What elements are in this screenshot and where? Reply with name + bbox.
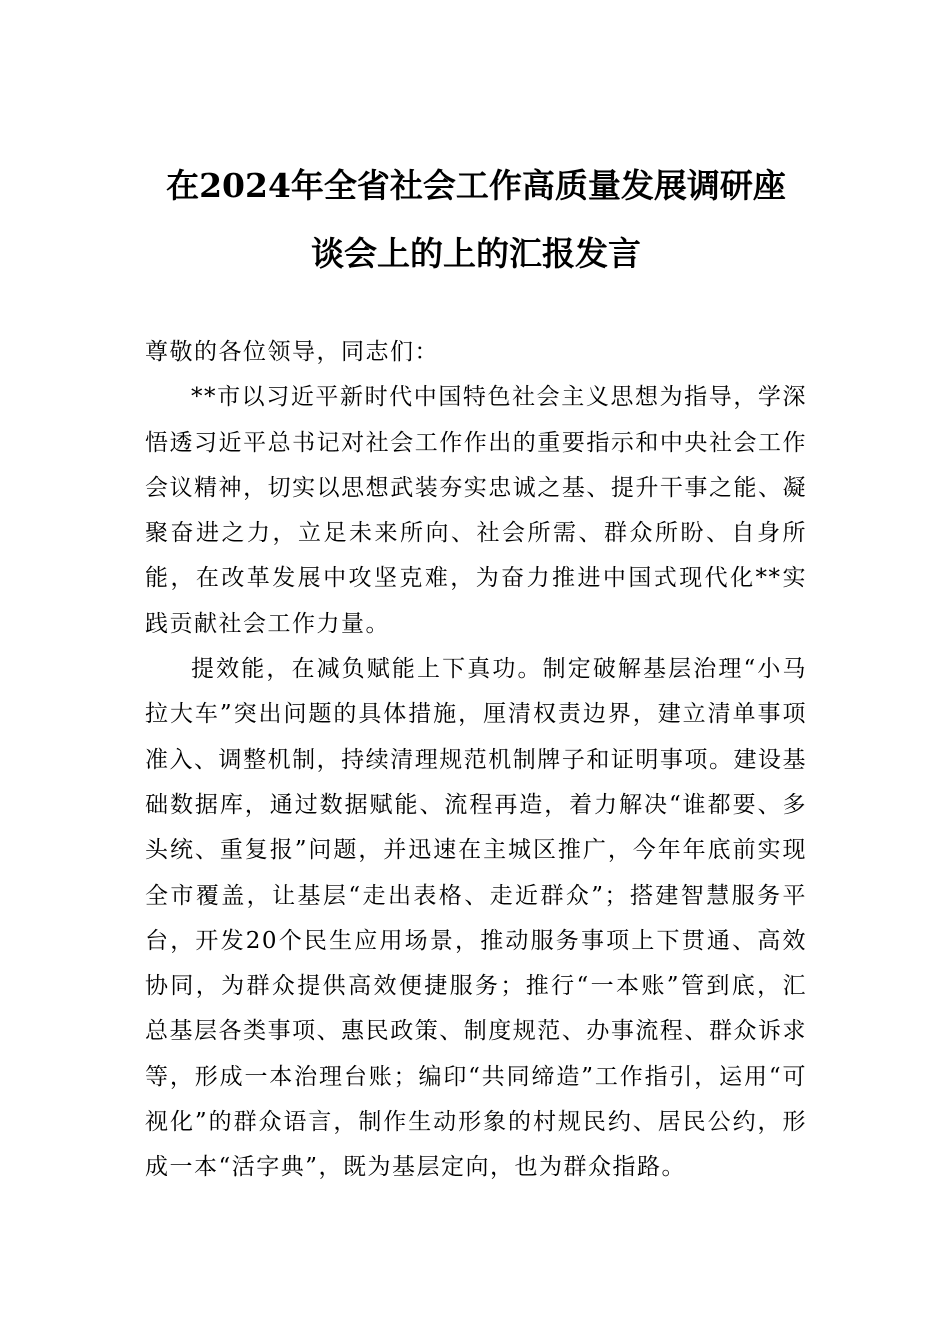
paragraph-intro: **市以习近平新时代中国特色社会主义思想为指导，学深悟透习近平总书记对社会工作作出的重要指示和中央社会工作会议精神，切实以思想武装夯实忠诚之基、提升干事之能、凝聚奋进之力，立足未来所向、社会所需、群众所盼、自身所能，在改革发展中攻坚克难，为奋力推进中国式现代化**实践贡献社会工作力量。 (145, 384, 807, 637)
salutation: 尊敬的各位领导，同志们： (145, 339, 439, 365)
document-body (145, 330, 807, 1191)
paragraph-efficiency: 提效能，在减负赋能上下真功。制定破解基层治理“小马拉大车”突出问题的具体措施，厘清权责边界，建立清单事项准入、调整机制，持续清理规范机制牌子和证明事项。建设基础数据库，通过数据赋能、流程再造，着力解决“谁都要、多头统、重复报”问题，并迅速在主城区推广，今年年底前实现全市覆盖，让基层“走出表格、走近群众”；搭建智慧服务平台，开发20个民生应用场景，推动服务事项上下贯通、高效协同，为群众提供高效便捷服务；推行“一本账”管到底，汇总基层各类事项、惠民政策、制度规范、办事流程、群众诉求等，形成一本治理台账；编印“共同缔造”工作指引，运用“可视化”的群众语言，制作生动形象的村规民约、居民公约，形成一本“活字典”，既为基层定向，也为群众指路。 (145, 656, 807, 1181)
document-title-line-1: 在2024年全省社会工作高质量发展调研座 (166, 166, 786, 205)
document-title-line-2: 谈会上的上的汇报发言 (311, 234, 641, 273)
